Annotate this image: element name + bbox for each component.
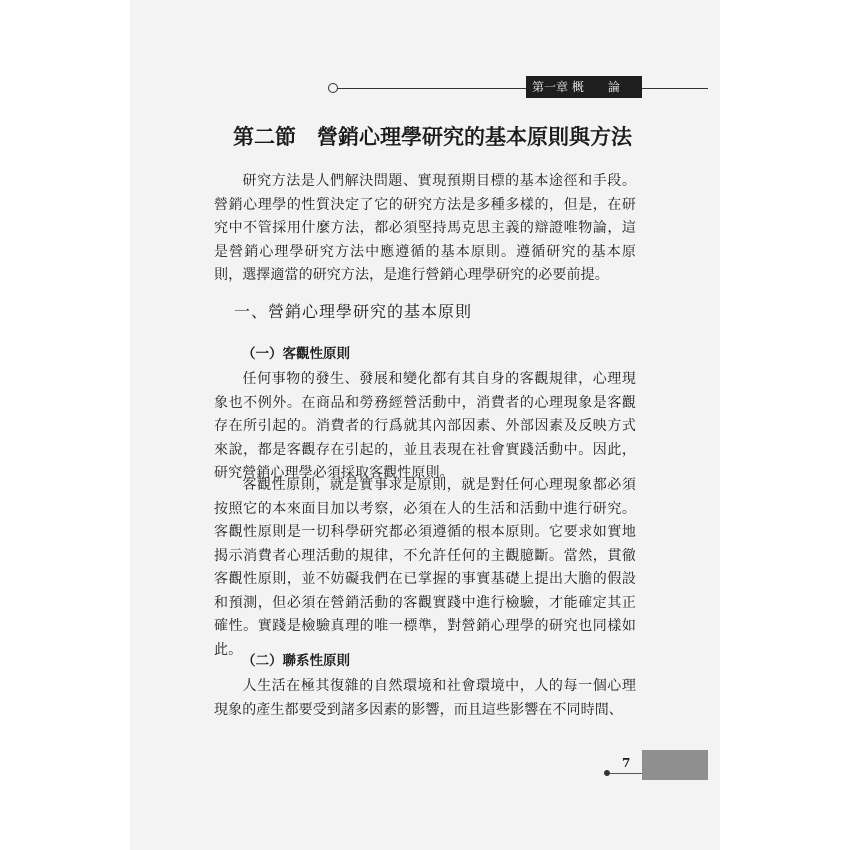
heading-basic-principles: 一、營銷心理學研究的基本原則: [234, 302, 473, 321]
header-circle-ornament: [328, 83, 338, 93]
intro-paragraph-text: 研究方法是人們解決問題、實現預期目標的基本途徑和手段。營銷心理學的性質決定了它的研究方法是多種多樣的，但是，在研究中不管採用什麼方法，都必須堅持馬克思主義的辯證唯物論，這是營銷心理學研究方法中應遵循的基本原則。遵循研究的基本原則，選擇適當的研究方法，是進行營銷心理學研究的必要前提。: [214, 173, 636, 283]
connectedness-paragraph-1: [214, 675, 636, 722]
objectivity-paragraph-1: [214, 368, 636, 486]
subheading-connectedness: （二）聯系性原則: [242, 653, 350, 669]
objectivity-paragraph-2: [214, 474, 636, 662]
header-rule: [335, 88, 708, 89]
footer-gray-block: [642, 750, 708, 780]
objectivity-paragraph-1-text: 任何事物的發生、發展和變化都有其自身的客觀規律，心理現象也不例外。在商品和勞務經營活動中，消費者的心理現象是客觀存在所引起的。消費者的行爲就其內部因素、外部因素及反映方式來說，都是客觀存在引起的，並且表現在社會實踐活動中。因此，研究營銷心理學必須採取客觀性原則。: [214, 371, 636, 481]
running-header-chapter: 第一章 概 論: [526, 76, 642, 98]
page-number: 7: [622, 756, 631, 770]
subheading-objectivity: （一）客觀性原則: [242, 346, 350, 362]
book-page: [130, 0, 720, 850]
objectivity-paragraph-2-text: 客觀性原則，就是實事求是原則，就是對任何心理現象都必須按照它的本來面目加以考察，必須在人的生活和活動中進行研究。客觀性原則是一切科學研究都必須遵循的根本原則。它要求如實地揭示消費者心理活動的規律，不允許任何的主觀臆斷。當然，貫徹客觀性原則，並不妨礙我們在已掌握的事實基礎上提出大膽的假設和預測，但必須在營銷活動的客觀實踐中進行檢驗，才能確定其正確性。實踐是檢驗真理的唯一標準，對營銷心理學的研究也同樣如此。: [214, 477, 636, 658]
connectedness-paragraph-1-text: 人生活在極其復雜的自然環境和社會環境中，人的每一個心理現象的產生都要受到諸多因素的影響，而且這些影響在不同時間、: [214, 678, 636, 718]
section-title: 第二節 營銷心理學研究的基本原則與方法: [233, 125, 632, 149]
footer-rule: [610, 773, 642, 774]
intro-paragraph: [214, 170, 636, 288]
